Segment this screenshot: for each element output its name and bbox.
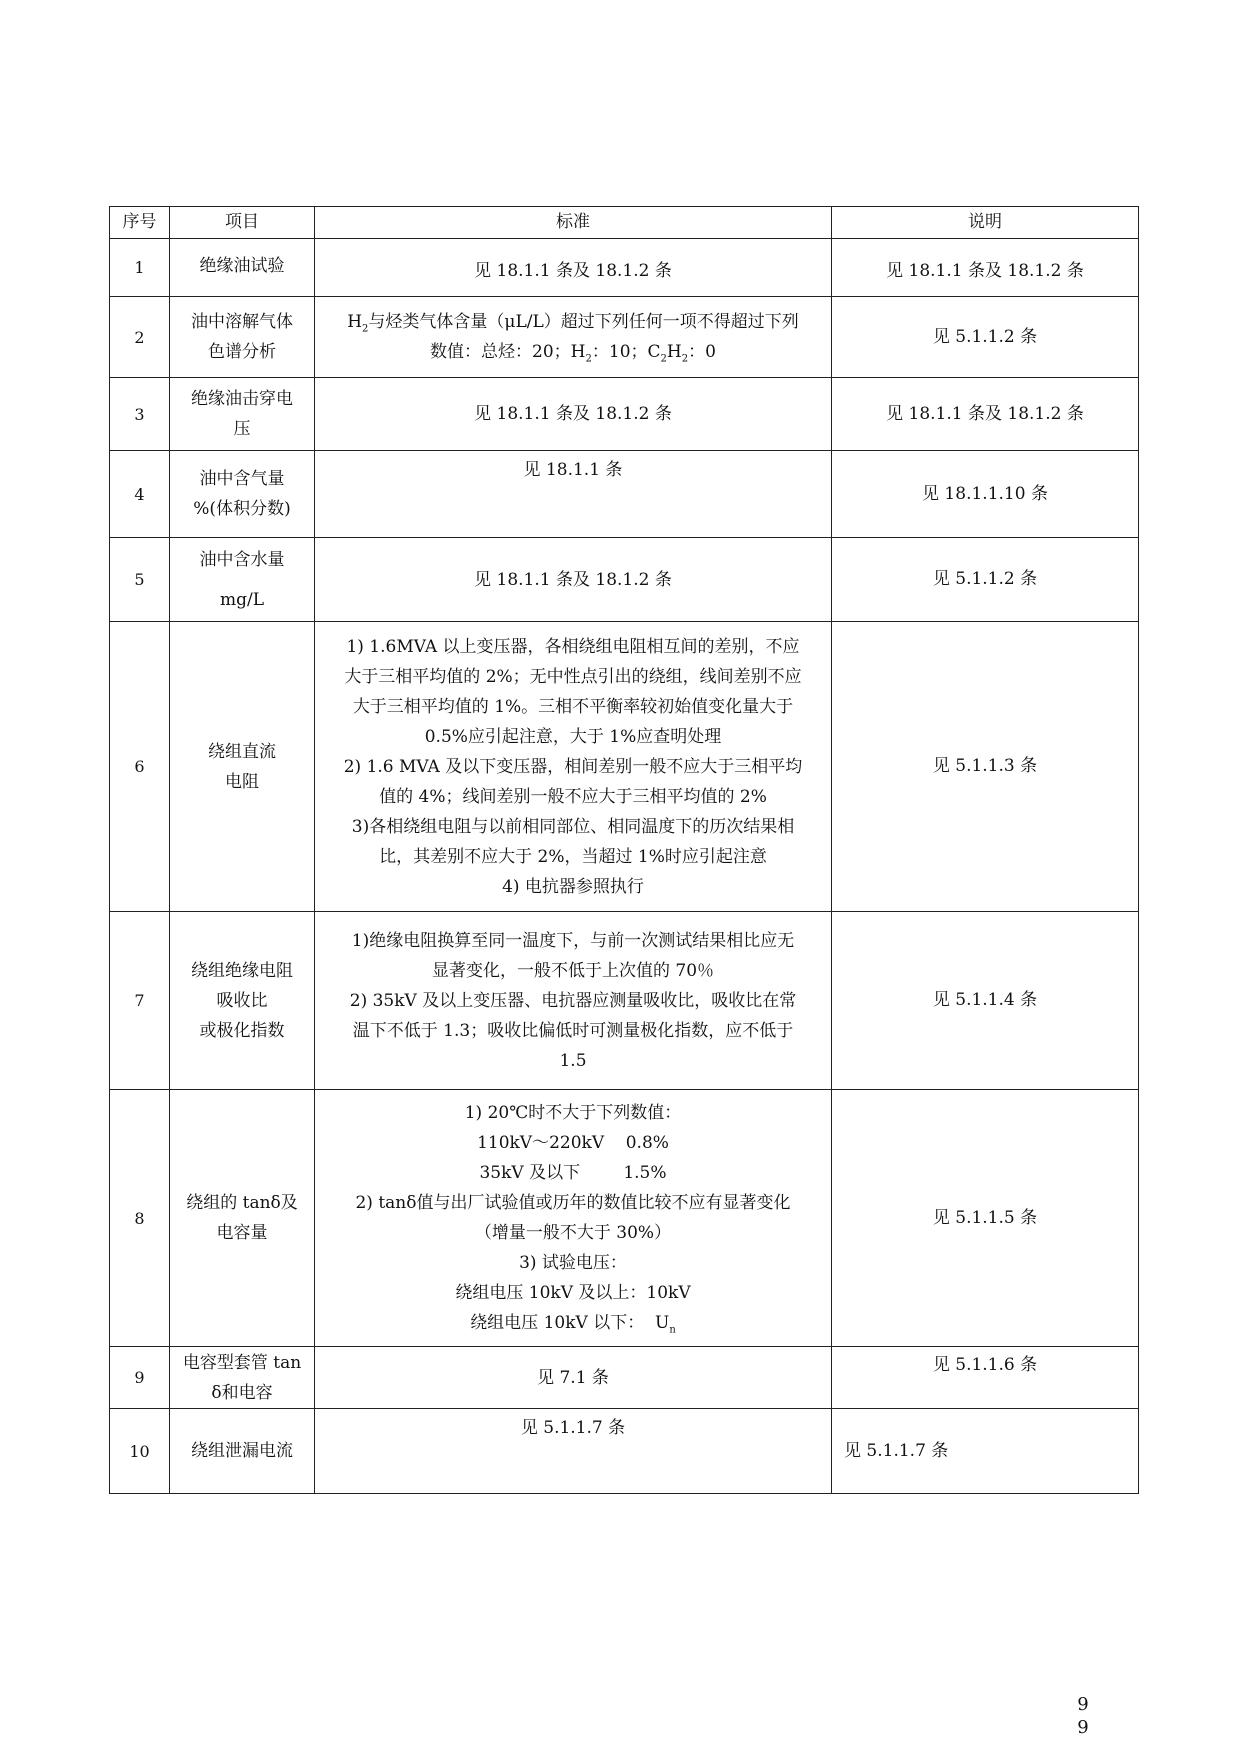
row-number: 1 xyxy=(110,239,170,297)
standard-cell xyxy=(315,1347,832,1409)
header-no: 序号 xyxy=(110,207,170,239)
item-line: 电阻 xyxy=(225,771,259,792)
note-cell: 见 18.1.1 条及 18.1.2 条 xyxy=(832,378,1139,451)
table-row xyxy=(110,622,1139,912)
item-cell xyxy=(170,1347,315,1409)
standard-line xyxy=(321,337,825,367)
header-standard: 标准 xyxy=(315,207,832,239)
table-row xyxy=(110,378,1139,451)
item-line: 或极化指数 xyxy=(199,1020,285,1041)
row-number: 6 xyxy=(110,622,170,912)
subscript: n xyxy=(669,1324,676,1336)
row-number: 2 xyxy=(110,297,170,378)
standard-line: 2) 1.6 MVA 及以下变压器，相间差别一般不应大于三相平均 xyxy=(343,756,803,777)
note-cell: 见 5.1.1.6 条 xyxy=(832,1347,1139,1409)
standard-cell xyxy=(315,622,832,912)
note-cell: 见 5.1.1.7 条 xyxy=(832,1409,1139,1494)
text-fragment: 数值：总烃：20；H xyxy=(430,342,586,362)
standard-line: 值的 4%；线间差别一般不应大于三相平均值的 2% xyxy=(379,786,767,807)
note-cell: 见 5.1.1.4 条 xyxy=(832,912,1139,1090)
standard-line: 110kV～220kV 0.8% xyxy=(477,1133,669,1153)
item-cell xyxy=(170,622,315,912)
item-line: 绕组直流 xyxy=(208,741,276,762)
table-row xyxy=(110,451,1139,538)
item-cell xyxy=(170,239,315,297)
standard-line: 2) 35kV 及以上变压器、电抗器应测量吸收比，吸收比在常 xyxy=(349,990,797,1011)
row-number: 4 xyxy=(110,451,170,538)
note-cell: 见 5.1.1.2 条 xyxy=(832,297,1139,378)
item-cell xyxy=(170,1090,315,1347)
standard-line: 比，其差别不应大于 2%，当超过 1%时应引起注意 xyxy=(379,846,767,867)
row-number: 8 xyxy=(110,1090,170,1347)
standard-line: 见 18.1.1 条及 18.1.2 条 xyxy=(474,569,672,590)
standard-cell xyxy=(315,912,832,1090)
table-row xyxy=(110,912,1139,1090)
item-cell xyxy=(170,912,315,1090)
page-number xyxy=(1073,1693,1093,1739)
standard-line: 大于三相平均值的 1%。三相不平衡率较初始值变化量大于 xyxy=(352,696,794,717)
table-row xyxy=(110,297,1139,378)
standard-cell xyxy=(315,451,832,538)
text-fragment: H xyxy=(666,342,682,362)
standard-line: 1)绝缘电阻换算至同一温度下，与前一次测试结果相比应无 xyxy=(351,930,795,951)
standards-table xyxy=(109,206,1139,1494)
standard-line: 见 18.1.1 条及 18.1.2 条 xyxy=(474,261,672,281)
standard-line: 大于三相平均值的 2%；无中性点引出的绕组，线间差别不应 xyxy=(344,666,802,687)
note-cell: 见 5.1.1.5 条 xyxy=(832,1090,1139,1347)
row-number: 3 xyxy=(110,378,170,451)
header-note: 说明 xyxy=(832,207,1139,239)
item-line: 油中含水量 xyxy=(199,549,285,570)
table-header-row xyxy=(110,207,1139,239)
standard-line: 0.5%应引起注意，大于 1%应查明处理 xyxy=(424,726,722,747)
row-number: 10 xyxy=(110,1409,170,1494)
table-row xyxy=(110,1347,1139,1409)
table-row xyxy=(110,239,1139,297)
row-number: 9 xyxy=(110,1347,170,1409)
standard-line: 绕组电压 10kV 及以上：10kV xyxy=(455,1283,691,1303)
standard-line xyxy=(321,307,825,337)
item-line: 压 xyxy=(233,419,251,439)
item-cell xyxy=(170,297,315,378)
item-line: 吸收比 xyxy=(216,990,268,1011)
standard-line: （增量一般不大于 30%） xyxy=(474,1223,672,1243)
item-line: 绝缘油试验 xyxy=(199,256,285,276)
text-fragment: 与烃类气体含量（μL/L）超过下列任何一项不得超过下列 xyxy=(368,312,799,332)
table-row xyxy=(110,538,1139,622)
note-cell: 见 18.1.1 条及 18.1.2 条 xyxy=(832,239,1139,297)
standard-line: 1) 20℃时不大于下列数值： xyxy=(464,1103,682,1123)
text-fragment: H xyxy=(347,312,363,332)
item-line: 绝缘油击穿电 xyxy=(191,389,293,409)
subscript: 2 xyxy=(362,323,369,335)
item-line: 绕组绝缘电阻 xyxy=(191,960,293,981)
note-cell: 见 18.1.1.10 条 xyxy=(832,451,1139,538)
item-line: 电容量 xyxy=(216,1223,268,1243)
item-line: 电容型套管 tan xyxy=(182,1352,302,1373)
note-cell: 见 5.1.1.3 条 xyxy=(832,622,1139,912)
standard-line: 温下不低于 1.3；吸收比偏低时可测量极化指数，应不低于 xyxy=(352,1020,794,1041)
subscript: 2 xyxy=(660,353,667,365)
item-line: %(体积分数) xyxy=(193,499,291,519)
standard-line: 见 18.1.1 条及 18.1.2 条 xyxy=(474,404,672,424)
item-cell xyxy=(170,538,315,622)
item-line: 油中含气量 xyxy=(199,469,285,489)
item-line: 绕组泄漏电流 xyxy=(191,1441,293,1461)
row-number: 5 xyxy=(110,538,170,622)
header-item: 项目 xyxy=(170,207,315,239)
row-number: 7 xyxy=(110,912,170,1090)
page-number-line: 9 xyxy=(1077,1694,1089,1715)
standard-line xyxy=(321,1308,825,1338)
text-fragment: ：0 xyxy=(688,342,716,362)
standard-line: 1.5 xyxy=(559,1050,587,1071)
standard-line: 见 18.1.1 条 xyxy=(523,460,623,480)
standard-line: 显著变化，一般不低于上次值的 70％ xyxy=(431,960,715,981)
standard-line: 35kV 及以下 1.5% xyxy=(479,1163,667,1183)
subscript: 2 xyxy=(681,353,689,365)
standard-cell xyxy=(315,538,832,622)
standard-line: 1) 1.6MVA 以上变压器，各相绕组电阻相互间的差别，不应 xyxy=(346,636,800,657)
item-line: 油中溶解气体 xyxy=(191,312,293,332)
standard-line: 4) 电抗器参照执行 xyxy=(502,876,644,897)
item-cell xyxy=(170,378,315,451)
standard-line: 见 5.1.1.7 条 xyxy=(520,1418,626,1438)
standard-cell xyxy=(315,1090,832,1347)
page-number-line: 9 xyxy=(1077,1717,1089,1738)
standard-cell xyxy=(315,239,832,297)
subscript: 2 xyxy=(585,353,592,365)
item-cell xyxy=(170,1409,315,1494)
text-fragment: 绕组电压 10kV 以下： U xyxy=(470,1313,670,1333)
item-line: mg/L xyxy=(219,589,265,610)
note-cell: 见 5.1.1.2 条 xyxy=(832,538,1139,622)
item-line: 色谱分析 xyxy=(208,342,276,362)
standard-line: 3)各相绕组电阻与以前相同部位、相同温度下的历次结果相 xyxy=(351,816,795,837)
standard-cell xyxy=(315,378,832,451)
item-line: δ和电容 xyxy=(211,1382,273,1403)
table-row xyxy=(110,1409,1139,1494)
standard-cell xyxy=(315,297,832,378)
standard-line: 2) tanδ值与出厂试验值或历年的数值比较不应有显著变化 xyxy=(355,1193,791,1213)
standard-cell xyxy=(315,1409,832,1494)
item-line: 绕组的 tanδ及 xyxy=(186,1193,298,1213)
text-fragment: ：10；C xyxy=(591,342,661,362)
item-cell xyxy=(170,451,315,538)
table-row xyxy=(110,1090,1139,1347)
standard-line: 3) 试验电压： xyxy=(519,1253,627,1273)
standard-line: 见 7.1 条 xyxy=(537,1367,609,1388)
